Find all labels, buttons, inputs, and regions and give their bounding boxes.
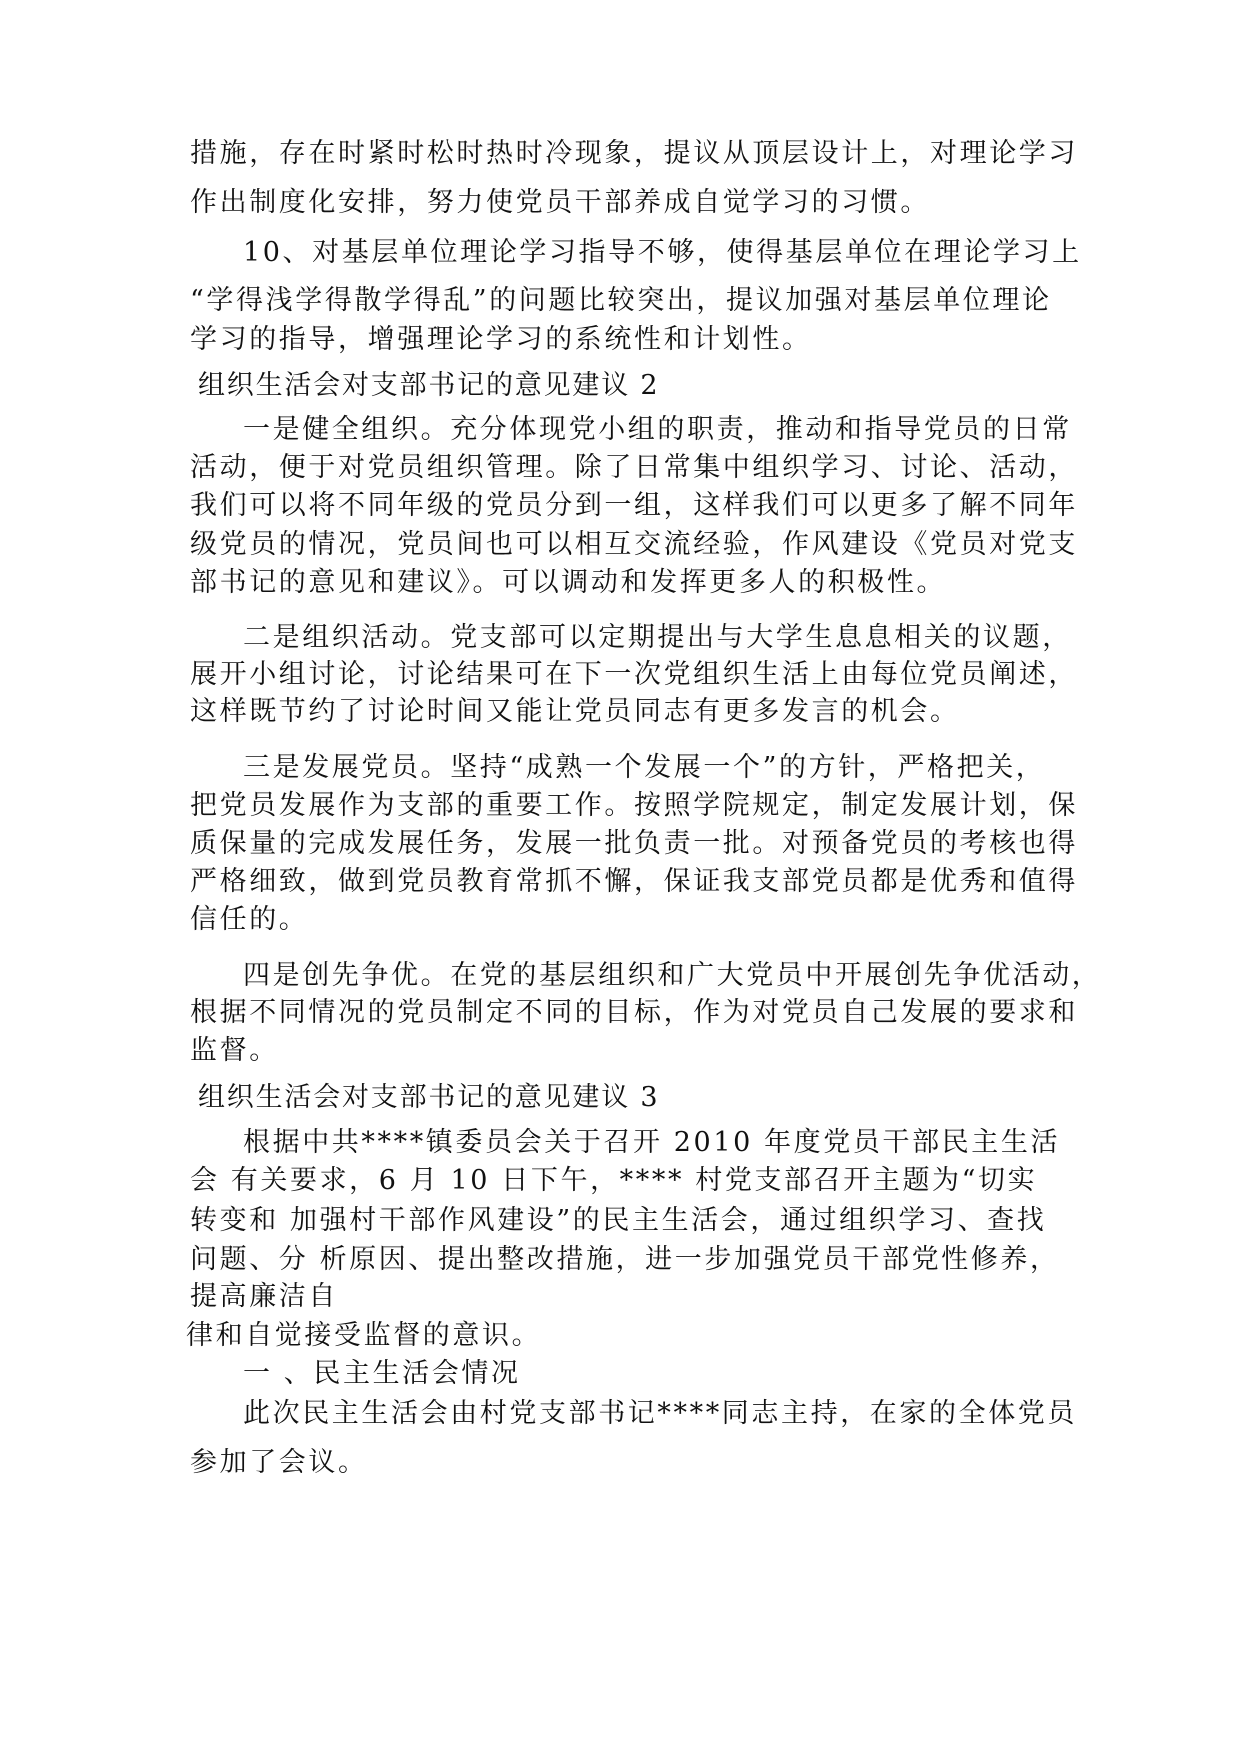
section2-p1-line-1: 一是健全组织。充分体现党小组的职责，推动和指导党员的日常 — [243, 414, 1072, 445]
item10-line-2: “学得浅学得散学得乱”的问题比较突出，提议加强对基层单位理论 — [190, 285, 1052, 316]
section2-p2-line-3: 这样既节约了讨论时间又能让党员同志有更多发言的机会。 — [190, 696, 960, 727]
section3-p1-line-6: 律和自觉接受监督的意识。 — [186, 1320, 542, 1351]
section2-heading: 组织生活会对支部书记的意见建议 2 — [198, 370, 660, 401]
section3-heading: 组织生活会对支部书记的意见建议 3 — [198, 1082, 660, 1113]
section3-p1-line-5: 提高廉洁自 — [190, 1281, 338, 1312]
section2-p2-line-1: 二是组织活动。党支部可以定期提出与大学生息息相关的议题， — [243, 622, 1072, 653]
section3-subheading: 一 、民主生活会情况 — [243, 1358, 521, 1389]
section3-p1-line-3: 转变和 加强村干部作风建设”的民主生活会，通过组织学习、查找 — [190, 1205, 1047, 1236]
section2-p2-line-2: 展开小组讨论，讨论结果可在下一次党组织生活上由每位党员阐述， — [190, 659, 1078, 690]
section2-p3-line-5: 信任的。 — [190, 904, 309, 935]
section2-p1-line-5: 部书记的意见和建议》。可以调动和发挥更多人的积极性。 — [190, 567, 947, 598]
section3-p1-line-1: 根据中共****镇委员会关于召开 2010 年度党员干部民主生活 — [243, 1127, 1061, 1158]
section2-p4-line-3: 监督。 — [190, 1035, 279, 1066]
section3-p1-line-2: 会 有关要求，6 月 10 日下午，**** 村党支部召开主题为“切实 — [190, 1165, 1038, 1196]
section3-p2-line-1: 此次民主生活会由村党支部书记****同志主持，在家的全体党员 — [243, 1398, 1077, 1429]
section3-p1-line-4: 问题、分 析原因、提出整改措施，进一步加强党员干部党性修养， — [190, 1244, 1060, 1275]
section2-p1-line-2: 活动，便于对党员组织管理。除了日常集中组织学习、讨论、活动， — [190, 452, 1078, 483]
section2-p3-line-4: 严格细致，做到党员教育常抓不懈，保证我支部党员都是优秀和值得 — [190, 866, 1078, 897]
item10-line-3: 学习的指导，增强理论学习的系统性和计划性。 — [190, 324, 812, 355]
item10-line-1: 10、对基层单位理论学习指导不够，使得基层单位在理论学习上 — [243, 237, 1082, 268]
section2-p3-line-2: 把党员发展作为支部的重要工作。按照学院规定，制定发展计划，保 — [190, 790, 1078, 821]
section3-p2-line-2: 参加了会议。 — [190, 1447, 368, 1478]
section2-p1-line-3: 我们可以将不同年级的党员分到一组，这样我们可以更多了解不同年 — [190, 490, 1078, 521]
section2-p3-line-1: 三是发展党员。坚持“成熟一个发展一个”的方针，严格把关， — [243, 752, 1046, 783]
intro-line-2: 作出制度化安排，努力使党员干部养成自觉学习的习惯。 — [190, 187, 930, 218]
section2-p4-line-1: 四是创先争优。在党的基层组织和广大党员中开展创先争优活动， — [243, 960, 1102, 991]
section2-p1-line-4: 级党员的情况，党员间也可以相互交流经验，作风建设《党员对党支 — [190, 529, 1078, 560]
section2-p4-line-2: 根据不同情况的党员制定不同的目标，作为对党员自己发展的要求和 — [190, 997, 1078, 1028]
intro-line-1: 措施，存在时紧时松时热时冷现象，提议从顶层设计上，对理论学习 — [190, 138, 1078, 169]
section2-p3-line-3: 质保量的完成发展任务，发展一批负责一批。对预备党员的考核也得 — [190, 828, 1078, 859]
